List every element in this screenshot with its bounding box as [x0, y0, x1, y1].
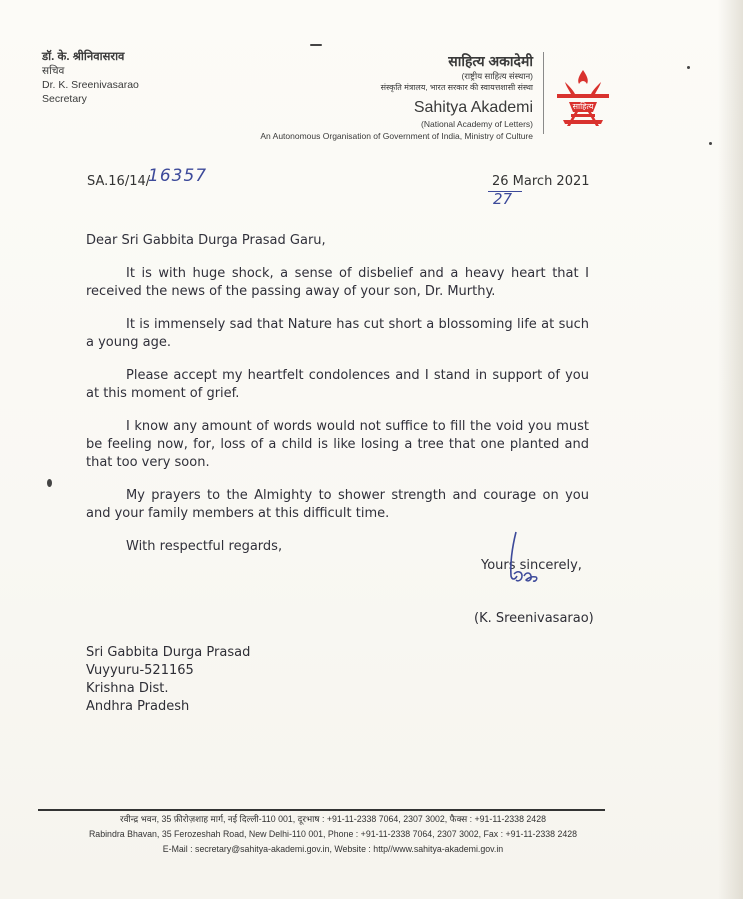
footer	[38, 812, 628, 857]
secretary-name-english: Dr. K. Sreenivasarao	[42, 79, 139, 91]
scan-edge-shadow	[659, 0, 743, 899]
scan-speck	[47, 479, 52, 487]
reference-number: SA.16/14/	[87, 174, 151, 189]
reference-handwritten: 16357	[148, 166, 208, 186]
org-name-hindi: साहित्य अकादेमी	[448, 53, 533, 69]
footer-address-hindi: रवीन्द्र भवन, 35 फ़ीरोज़शाह मार्ग, नई दिल्ली-110 001, दूरभाष : +91-11-2338 7064, 2307 3002, फैक्स : +91-11-2338 2428	[120, 814, 546, 824]
body-paragraph: My prayers to the Almighty to shower strength and courage on you and your family members at this difficult time.	[86, 488, 589, 521]
address-line: Vuyyuru-521165	[86, 663, 194, 678]
secretary-title-hindi: सचिव	[42, 65, 65, 77]
body-paragraph: I know any amount of words would not suffice to fill the void you must be feeling now, for, loss of a child is like losing a tree that one planted and that too very soon.	[86, 419, 589, 470]
recipient-address	[86, 644, 250, 716]
handwritten-signature	[500, 530, 570, 596]
date-handwritten: 27	[493, 190, 513, 208]
address-line: Krishna Dist.	[86, 681, 169, 696]
logo-wordmark: साहित्य	[572, 102, 594, 111]
organisation-header	[260, 52, 533, 143]
org-subtitle-english: (National Academy of Letters)	[421, 119, 533, 129]
body-paragraph: It is immensely sad that Nature has cut short a blossoming life at such a young age.	[86, 317, 589, 350]
address-line: Sri Gabbita Durga Prasad	[86, 645, 251, 660]
header-divider	[543, 52, 544, 134]
footer-divider	[38, 809, 605, 811]
secretary-title-english: Secretary	[42, 93, 87, 105]
body-paragraph: It is with huge shock, a sense of disbelief and a heavy heart that I received the news of the passing away of your son, Dr. Murthy.	[86, 266, 589, 299]
address-line: Andhra Pradesh	[86, 699, 190, 714]
org-affiliation-hindi: संस्कृति मंत्रालय, भारत सरकार की स्वायत्तशासी संस्था	[380, 83, 533, 92]
body-paragraph: Please accept my heartfelt condolences and I stand in support of you at this moment of grief.	[86, 368, 589, 401]
sahitya-akademi-logo	[555, 68, 611, 128]
regards: With respectful regards,	[126, 539, 283, 554]
salutation: Dear Sri Gabbita Durga Prasad Garu,	[86, 233, 326, 248]
org-affiliation-english: An Autonomous Organisation of Government of India, Ministry of Culture	[260, 131, 533, 141]
secretary-name-hindi: डॉ. के. श्रीनिवासराव	[42, 51, 125, 63]
footer-contact: E-Mail : secretary@sahitya-akademi.gov.in, Website : http//www.sahitya-akademi.gov.in	[162, 844, 504, 854]
signatory-name: (K. Sreenivasarao)	[474, 611, 594, 626]
org-subtitle-hindi: (राष्ट्रीय साहित्य संस्थान)	[461, 71, 533, 81]
org-name-english: Sahitya Akademi	[413, 99, 533, 116]
letter-date: 26 March 2021	[492, 174, 590, 189]
footer-address-english: Rabindra Bhavan, 35 Ferozeshah Road, New Delhi-110 001, Phone : +91-11-2338 7064, 2307 3002, Fax : +91-11-2338 2428	[88, 829, 578, 839]
secretary-header	[42, 50, 139, 106]
closing: Yours sincerely,	[481, 558, 582, 573]
scan-speck	[687, 66, 690, 69]
scan-speck	[709, 142, 712, 145]
scan-speck	[310, 44, 322, 46]
letter-body	[86, 232, 589, 571]
